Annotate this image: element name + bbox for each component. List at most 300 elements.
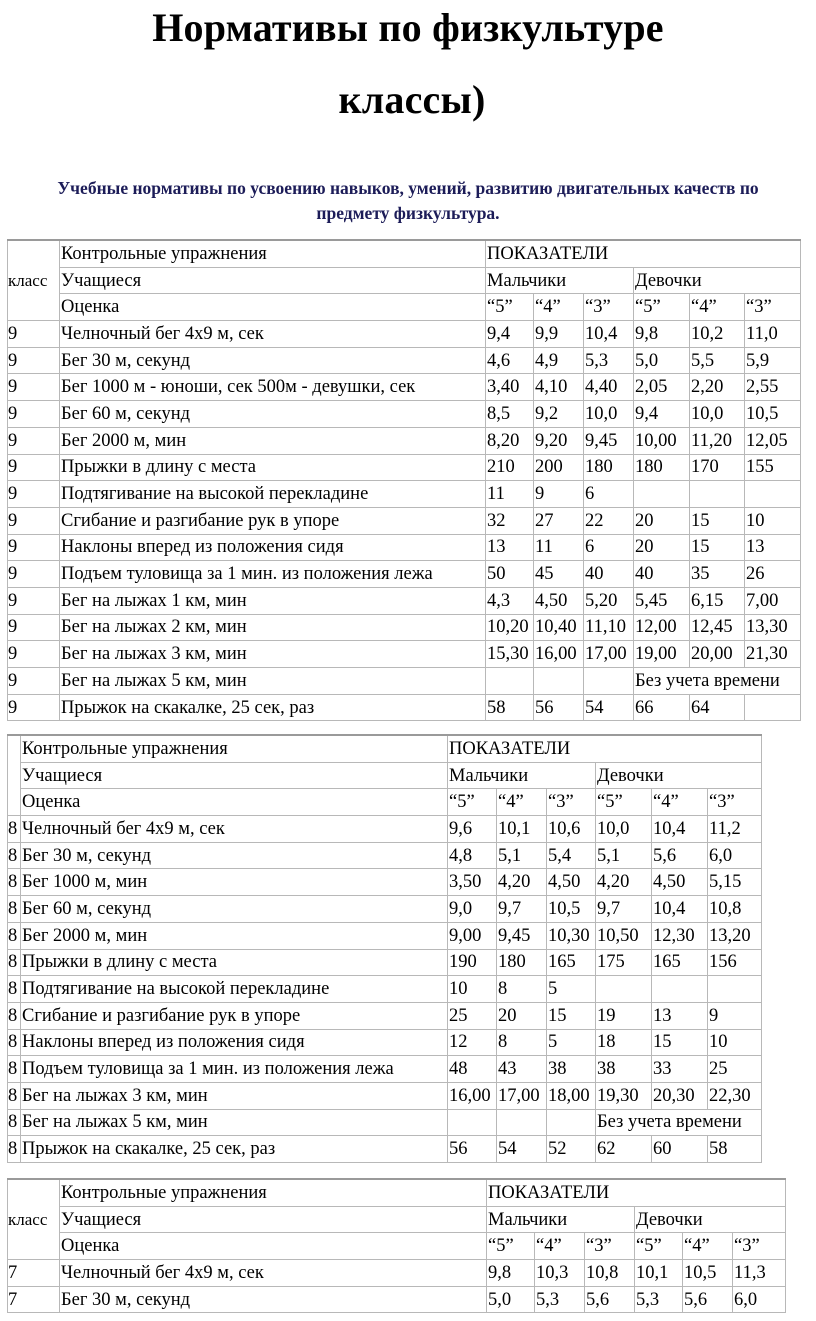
value-cell: 50 xyxy=(486,561,534,588)
value-cell: 190 xyxy=(448,949,497,976)
value-cell: 4,20 xyxy=(497,869,547,896)
value-cell: 180 xyxy=(497,949,547,976)
value-cell: 10,8 xyxy=(708,896,762,923)
table-row xyxy=(8,816,762,843)
mark-header: “4” xyxy=(652,789,708,816)
exercise-name-cell: Подъем туловища за 1 мин. из положения лежа xyxy=(60,561,486,588)
table-row xyxy=(8,694,801,721)
value-cell: 10,0 xyxy=(596,816,652,843)
table-row xyxy=(8,427,801,454)
table-row xyxy=(8,1056,762,1083)
value-cell: 54 xyxy=(584,694,634,721)
value-cell: 66 xyxy=(634,694,690,721)
value-cell: 8,5 xyxy=(486,401,534,428)
grade-cell: 9 xyxy=(8,454,60,481)
value-cell xyxy=(448,1109,497,1136)
value-cell: 9,45 xyxy=(584,427,634,454)
value-cell: 9 xyxy=(708,1002,762,1029)
grade-cell: 8 xyxy=(8,896,21,923)
grade-cell: 9 xyxy=(8,347,60,374)
grade-cell: 8 xyxy=(8,1136,21,1163)
mark-header: “5” xyxy=(596,789,652,816)
value-cell: 9,0 xyxy=(448,896,497,923)
value-cell: 54 xyxy=(497,1136,547,1163)
header-row-2 xyxy=(8,1206,786,1233)
value-cell: 9,8 xyxy=(487,1260,535,1287)
value-cell: 21,30 xyxy=(745,641,801,668)
value-cell: 4,20 xyxy=(596,869,652,896)
page-subtitle: Учебные нормативы по усвоению навыков, умений, развитию двигательных качеств по предмету физкультура. xyxy=(57,178,759,223)
table-row xyxy=(8,976,762,1003)
value-cell: 5,0 xyxy=(634,347,690,374)
value-cell: 20 xyxy=(497,1002,547,1029)
value-cell xyxy=(547,1109,596,1136)
girls-header: Девочки xyxy=(635,1206,786,1233)
table-row xyxy=(8,922,762,949)
header-row-3 xyxy=(8,1233,786,1260)
value-cell: 9,7 xyxy=(596,896,652,923)
grade-cell: 9 xyxy=(8,668,60,695)
exercise-name-cell: Бег 30 м, секунд xyxy=(60,1286,487,1313)
value-cell: 10,1 xyxy=(635,1260,683,1287)
value-cell: 10 xyxy=(745,507,801,534)
value-cell: 6,0 xyxy=(733,1286,786,1313)
table-row xyxy=(8,587,801,614)
norms-table-grade-9 xyxy=(7,239,801,721)
exercise-name-cell: Подтягивание на высокой перекладине xyxy=(21,976,448,1003)
value-cell: 13,30 xyxy=(745,614,801,641)
value-cell: 165 xyxy=(652,949,708,976)
value-cell: 10,4 xyxy=(584,321,634,348)
students-header: Учащиеся xyxy=(60,267,486,294)
value-cell: 7,00 xyxy=(745,587,801,614)
value-cell: 10,40 xyxy=(534,614,584,641)
grade-mark-header: Оценка xyxy=(21,789,448,816)
value-cell: 9,4 xyxy=(486,321,534,348)
boys-header: Мальчики xyxy=(486,267,634,294)
value-cell: 9,20 xyxy=(534,427,584,454)
exercises-header: Контрольные упражнения xyxy=(21,735,448,762)
value-cell: 8 xyxy=(497,976,547,1003)
value-cell: 43 xyxy=(497,1056,547,1083)
exercise-name-cell: Бег 2000 м, мин xyxy=(21,922,448,949)
exercise-name-cell: Бег на лыжах 3 км, мин xyxy=(60,641,486,668)
value-cell xyxy=(534,668,584,695)
value-cell: 9,9 xyxy=(534,321,584,348)
value-cell: 10,4 xyxy=(652,816,708,843)
value-cell: 12,05 xyxy=(745,427,801,454)
grade-cell: 7 xyxy=(8,1286,60,1313)
value-cell: 4,6 xyxy=(486,347,534,374)
value-cell: 52 xyxy=(547,1136,596,1163)
value-cell: 58 xyxy=(708,1136,762,1163)
value-cell: 22,30 xyxy=(708,1082,762,1109)
grade-cell: 8 xyxy=(8,1056,21,1083)
mark-header: “4” xyxy=(690,294,745,321)
grade-cell: 8 xyxy=(8,842,21,869)
value-cell: 10,00 xyxy=(634,427,690,454)
value-cell: 9,45 xyxy=(497,922,547,949)
value-cell: 200 xyxy=(534,454,584,481)
exercise-name-cell: Челночный бег 4х9 м, сек xyxy=(60,321,486,348)
value-cell: 10,20 xyxy=(486,614,534,641)
value-cell: 4,50 xyxy=(652,869,708,896)
mark-header: “3” xyxy=(733,1233,786,1260)
exercises-header: Контрольные упражнения xyxy=(60,1179,487,1206)
mark-header: “5” xyxy=(448,789,497,816)
value-cell: 9,00 xyxy=(448,922,497,949)
value-cell: 19 xyxy=(596,1002,652,1029)
value-cell: 2,20 xyxy=(690,374,745,401)
value-cell: 20 xyxy=(634,534,690,561)
value-cell: 156 xyxy=(708,949,762,976)
table-row xyxy=(8,401,801,428)
value-cell: 5 xyxy=(547,976,596,1003)
value-cell: 4,50 xyxy=(547,869,596,896)
value-cell: 15 xyxy=(690,507,745,534)
mark-header: “5” xyxy=(487,1233,535,1260)
students-header: Учащиеся xyxy=(60,1206,487,1233)
value-cell xyxy=(486,668,534,695)
exercise-name-cell: Наклоны вперед из положения сидя xyxy=(21,1029,448,1056)
value-cell: 4,9 xyxy=(534,347,584,374)
table-row xyxy=(8,374,801,401)
value-cell: 9,7 xyxy=(497,896,547,923)
exercise-name-cell: Бег 2000 м, мин xyxy=(60,427,486,454)
value-cell: 11 xyxy=(534,534,584,561)
value-cell: 19,00 xyxy=(634,641,690,668)
table-row xyxy=(8,481,801,508)
exercise-name-cell: Прыжки в длину с места xyxy=(21,949,448,976)
norms-table-grade-7 xyxy=(7,1178,786,1313)
value-cell: 4,10 xyxy=(534,374,584,401)
grade-cell: 9 xyxy=(8,561,60,588)
mark-header: “3” xyxy=(547,789,596,816)
exercise-name-cell: Бег на лыжах 1 км, мин xyxy=(60,587,486,614)
value-cell: 22 xyxy=(584,507,634,534)
grade-cell: 9 xyxy=(8,374,60,401)
value-cell: 10,5 xyxy=(547,896,596,923)
grade-cell: 8 xyxy=(8,922,21,949)
page-title-line-2: классы) xyxy=(338,77,486,122)
exercise-name-cell: Подтягивание на высокой перекладине xyxy=(60,481,486,508)
grade-cell: 7 xyxy=(8,1260,60,1287)
table-row xyxy=(8,1136,762,1163)
value-cell: 6 xyxy=(584,534,634,561)
value-cell: 56 xyxy=(534,694,584,721)
table-row xyxy=(8,869,762,896)
exercise-name-cell: Прыжок на скакалке, 25 сек, раз xyxy=(21,1136,448,1163)
value-cell: 5,45 xyxy=(634,587,690,614)
grade-cell: 8 xyxy=(8,1109,21,1136)
value-cell: 20,00 xyxy=(690,641,745,668)
value-cell: 27 xyxy=(534,507,584,534)
exercise-name-cell: Сгибание и разгибание рук в упоре xyxy=(60,507,486,534)
exercise-name-cell: Прыжок на скакалке, 25 сек, раз xyxy=(60,694,486,721)
value-cell: 6 xyxy=(584,481,634,508)
mark-header: “4” xyxy=(497,789,547,816)
value-cell: 8,20 xyxy=(486,427,534,454)
value-cell: 12,30 xyxy=(652,922,708,949)
girls-header: Девочки xyxy=(634,267,801,294)
value-cell: 5,9 xyxy=(745,347,801,374)
value-cell: 5 xyxy=(547,1029,596,1056)
value-cell: 180 xyxy=(634,454,690,481)
value-cell: 5,6 xyxy=(585,1286,635,1313)
value-cell: 56 xyxy=(448,1136,497,1163)
value-cell: 5,5 xyxy=(690,347,745,374)
value-cell xyxy=(596,976,652,1003)
value-cell: 165 xyxy=(547,949,596,976)
header-row-3 xyxy=(8,789,762,816)
grade-cell: 9 xyxy=(8,427,60,454)
table-row xyxy=(8,641,801,668)
value-cell: 5,6 xyxy=(652,842,708,869)
value-cell: 10,5 xyxy=(745,401,801,428)
value-cell: 32 xyxy=(486,507,534,534)
value-cell: 11,3 xyxy=(733,1260,786,1287)
mark-header: “3” xyxy=(584,294,634,321)
grade-cell: 8 xyxy=(8,949,21,976)
table-row xyxy=(8,1082,762,1109)
value-cell: 5,15 xyxy=(708,869,762,896)
value-cell: 13 xyxy=(652,1002,708,1029)
value-cell: 15 xyxy=(652,1029,708,1056)
value-cell: 6,0 xyxy=(708,842,762,869)
grade-cell: 9 xyxy=(8,401,60,428)
indicators-header: ПОКАЗАТЕЛИ xyxy=(486,240,801,267)
value-cell: 11,0 xyxy=(745,321,801,348)
value-cell: 10,4 xyxy=(652,896,708,923)
value-cell: 9,8 xyxy=(634,321,690,348)
table-row xyxy=(8,454,801,481)
value-cell: 62 xyxy=(596,1136,652,1163)
value-cell: 9 xyxy=(534,481,584,508)
table-row xyxy=(8,1029,762,1056)
grade-cell: 9 xyxy=(8,694,60,721)
value-cell: 18 xyxy=(596,1029,652,1056)
value-cell: 20,30 xyxy=(652,1082,708,1109)
girls-note-cell: Без учета времени xyxy=(634,668,801,695)
grade-column-header xyxy=(8,735,21,816)
value-cell xyxy=(497,1109,547,1136)
exercise-name-cell: Бег 60 м, секунд xyxy=(21,896,448,923)
exercise-name-cell: Наклоны вперед из положения сидя xyxy=(60,534,486,561)
mark-header: “5” xyxy=(486,294,534,321)
table-row xyxy=(8,507,801,534)
grade-column-header: класс xyxy=(8,1179,60,1260)
table-row xyxy=(8,614,801,641)
mark-header: “5” xyxy=(634,294,690,321)
mark-header: “4” xyxy=(534,294,584,321)
value-cell: 25 xyxy=(448,1002,497,1029)
table-row xyxy=(8,1002,762,1029)
value-cell: 15 xyxy=(690,534,745,561)
grade-cell: 8 xyxy=(8,1029,21,1056)
exercise-name-cell: Челночный бег 4х9 м, сек xyxy=(60,1260,487,1287)
value-cell: 15,30 xyxy=(486,641,534,668)
grade-cell: 8 xyxy=(8,816,21,843)
value-cell: 20 xyxy=(634,507,690,534)
value-cell: 3,50 xyxy=(448,869,497,896)
mark-header: “3” xyxy=(745,294,801,321)
value-cell: 9,4 xyxy=(634,401,690,428)
value-cell xyxy=(745,694,801,721)
value-cell xyxy=(584,668,634,695)
value-cell: 10,0 xyxy=(690,401,745,428)
value-cell: 13 xyxy=(486,534,534,561)
value-cell: 58 xyxy=(486,694,534,721)
exercises-header: Контрольные упражнения xyxy=(60,240,486,267)
value-cell: 6,15 xyxy=(690,587,745,614)
grade-cell: 8 xyxy=(8,1002,21,1029)
value-cell: 60 xyxy=(652,1136,708,1163)
exercise-name-cell: Бег 1000 м, мин xyxy=(21,869,448,896)
exercise-name-cell: Бег 30 м, секунд xyxy=(60,347,486,374)
exercise-name-cell: Бег на лыжах 3 км, мин xyxy=(21,1082,448,1109)
exercise-name-cell: Бег на лыжах 5 км, мин xyxy=(60,668,486,695)
value-cell: 11,20 xyxy=(690,427,745,454)
value-cell: 175 xyxy=(596,949,652,976)
table-row xyxy=(8,949,762,976)
header-row-3 xyxy=(8,294,801,321)
mark-header: “4” xyxy=(535,1233,585,1260)
value-cell: 17,00 xyxy=(497,1082,547,1109)
value-cell: 10,6 xyxy=(547,816,596,843)
value-cell: 35 xyxy=(690,561,745,588)
value-cell: 155 xyxy=(745,454,801,481)
value-cell: 4,3 xyxy=(486,587,534,614)
value-cell: 40 xyxy=(584,561,634,588)
table-row xyxy=(8,1286,786,1313)
students-header: Учащиеся xyxy=(21,762,448,789)
exercise-name-cell: Подъем туловища за 1 мин. из положения лежа xyxy=(21,1056,448,1083)
value-cell xyxy=(690,481,745,508)
value-cell: 17,00 xyxy=(584,641,634,668)
value-cell: 12,00 xyxy=(634,614,690,641)
value-cell: 12 xyxy=(448,1029,497,1056)
indicators-header: ПОКАЗАТЕЛИ xyxy=(487,1179,786,1206)
grade-cell: 9 xyxy=(8,587,60,614)
girls-note-cell: Без учета времени xyxy=(596,1109,762,1136)
value-cell: 10,50 xyxy=(596,922,652,949)
value-cell: 25 xyxy=(708,1056,762,1083)
table-row xyxy=(8,668,801,695)
exercise-name-cell: Бег 60 м, секунд xyxy=(60,401,486,428)
boys-header: Мальчики xyxy=(448,762,596,789)
value-cell: 11,10 xyxy=(584,614,634,641)
value-cell: 48 xyxy=(448,1056,497,1083)
value-cell: 18,00 xyxy=(547,1082,596,1109)
indicators-header: ПОКАЗАТЕЛИ xyxy=(448,735,762,762)
value-cell: 170 xyxy=(690,454,745,481)
table-row xyxy=(8,534,801,561)
table-row xyxy=(8,842,762,869)
value-cell: 5,3 xyxy=(635,1286,683,1313)
value-cell: 2,05 xyxy=(634,374,690,401)
grade-cell: 9 xyxy=(8,614,60,641)
value-cell xyxy=(745,481,801,508)
value-cell: 210 xyxy=(486,454,534,481)
value-cell: 4,40 xyxy=(584,374,634,401)
grade-cell: 9 xyxy=(8,321,60,348)
value-cell: 12,45 xyxy=(690,614,745,641)
grade-cell: 9 xyxy=(8,534,60,561)
table-row xyxy=(8,1109,762,1136)
value-cell: 4,8 xyxy=(448,842,497,869)
value-cell: 10,30 xyxy=(547,922,596,949)
grade-cell: 9 xyxy=(8,507,60,534)
header-row-2 xyxy=(8,762,762,789)
value-cell: 3,40 xyxy=(486,374,534,401)
grade-cell: 8 xyxy=(8,976,21,1003)
mark-header: “5” xyxy=(635,1233,683,1260)
value-cell: 4,50 xyxy=(534,587,584,614)
table-row xyxy=(8,321,801,348)
header-row-1 xyxy=(8,240,801,267)
value-cell: 13 xyxy=(745,534,801,561)
table-row xyxy=(8,896,762,923)
grade-mark-header: Оценка xyxy=(60,294,486,321)
value-cell: 64 xyxy=(690,694,745,721)
exercise-name-cell: Челночный бег 4х9 м, сек xyxy=(21,816,448,843)
grade-cell: 8 xyxy=(8,869,21,896)
value-cell: 9,6 xyxy=(448,816,497,843)
table-row xyxy=(8,561,801,588)
value-cell: 10,0 xyxy=(584,401,634,428)
value-cell: 10 xyxy=(708,1029,762,1056)
value-cell: 38 xyxy=(547,1056,596,1083)
value-cell xyxy=(708,976,762,1003)
value-cell: 16,00 xyxy=(448,1082,497,1109)
value-cell xyxy=(634,481,690,508)
value-cell: 180 xyxy=(584,454,634,481)
value-cell: 10,3 xyxy=(535,1260,585,1287)
exercise-name-cell: Бег 30 м, секунд xyxy=(21,842,448,869)
value-cell: 5,0 xyxy=(487,1286,535,1313)
value-cell: 16,00 xyxy=(534,641,584,668)
value-cell: 40 xyxy=(634,561,690,588)
value-cell: 5,20 xyxy=(584,587,634,614)
value-cell: 5,3 xyxy=(584,347,634,374)
girls-header: Девочки xyxy=(596,762,762,789)
grade-cell: 9 xyxy=(8,481,60,508)
exercise-name-cell: Прыжки в длину с места xyxy=(60,454,486,481)
value-cell xyxy=(652,976,708,1003)
value-cell: 10 xyxy=(448,976,497,1003)
value-cell: 45 xyxy=(534,561,584,588)
value-cell: 38 xyxy=(596,1056,652,1083)
exercise-name-cell: Бег на лыжах 5 км, мин xyxy=(21,1109,448,1136)
grade-cell: 9 xyxy=(8,641,60,668)
value-cell: 5,3 xyxy=(535,1286,585,1313)
value-cell: 2,55 xyxy=(745,374,801,401)
grade-column-header: класс xyxy=(8,240,60,321)
value-cell: 11 xyxy=(486,481,534,508)
value-cell: 9,2 xyxy=(534,401,584,428)
value-cell: 15 xyxy=(547,1002,596,1029)
value-cell: 19,30 xyxy=(596,1082,652,1109)
header-row-1 xyxy=(8,1179,786,1206)
value-cell: 33 xyxy=(652,1056,708,1083)
grade-cell: 8 xyxy=(8,1082,21,1109)
exercise-name-cell: Сгибание и разгибание рук в упоре xyxy=(21,1002,448,1029)
mark-header: “3” xyxy=(708,789,762,816)
exercise-name-cell: Бег 1000 м - юноши, сек 500м - девушки, сек xyxy=(60,374,486,401)
value-cell: 5,4 xyxy=(547,842,596,869)
value-cell: 26 xyxy=(745,561,801,588)
value-cell: 10,1 xyxy=(497,816,547,843)
